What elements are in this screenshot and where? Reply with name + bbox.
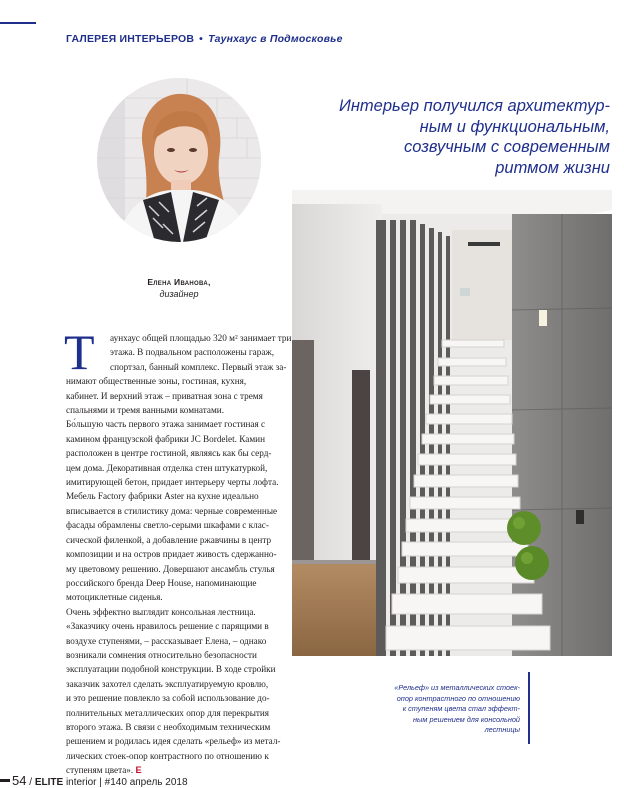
header-bullet: •	[199, 33, 204, 45]
article-line: воздухе ступенями, – рассказывает Елена, – однако	[66, 635, 267, 646]
staircase-photo	[292, 190, 612, 656]
article-line: полнительных металлических опор для перекрытия	[66, 707, 270, 718]
article-line: решением и родилась идея сделать «рельеф» из метал-	[66, 736, 281, 747]
pull-quote	[292, 96, 610, 178]
drop-cap: Т	[64, 324, 95, 380]
caption-line: опор контрастного по отношению	[396, 693, 520, 703]
quote-line: созвучным с современным	[403, 138, 610, 156]
article-line: лических стоек-опор контрастного по отношению к	[66, 750, 269, 761]
article-line: сической филенкой, а добавление ржавчины в центр	[66, 534, 272, 545]
portrait-illustration	[97, 78, 261, 242]
designer-role: дизайнер	[159, 289, 199, 299]
page-footer	[12, 773, 188, 788]
caption-line: к ступеням цвета стал эффект-	[402, 704, 520, 714]
quote-line: Интерьер получился архитектур-	[339, 97, 610, 115]
article-line: спальнями и тремя ванными комнатами.	[66, 405, 224, 416]
article-line: расположен в центре гостиной, являясь как бы серд-	[66, 448, 272, 459]
footer-slash: /	[29, 777, 33, 788]
article-line: возникали сомнения относительно безопасности	[66, 649, 257, 660]
article-line: аунхаус общей площадью 320 м² занимает три	[110, 333, 292, 343]
running-header	[66, 33, 343, 45]
issue-info: | #140 апрель 2018	[99, 777, 188, 788]
article-subtitle: Таунхаус в Подмосковье	[208, 33, 343, 45]
designer-caption	[97, 276, 261, 300]
caption-line: лестницы	[484, 725, 520, 735]
photo-caption	[377, 683, 520, 736]
article-line: цем дома. Декоративная отделка стен штукатуркой,	[66, 462, 268, 473]
article-line: Бо́льшую часть первого этажа занимает гостиная с	[66, 419, 266, 430]
article-line: заказчик захотел сделать эксплуатируемую кровлю,	[66, 678, 269, 689]
designer-portrait	[97, 78, 261, 242]
article-line: эксплуатации подобной конструкции. В ходе стройки	[66, 664, 276, 675]
footer-rule	[0, 779, 10, 782]
article-line: кабинет. И верхний этаж – приватная зона с тремя	[66, 390, 263, 401]
article-line: имитирующей бетон, придает интерьеру черты лофта.	[66, 477, 279, 488]
article-line: му цветовому решению. Довершают ансамбль стулья	[66, 563, 275, 574]
article-line: мотоциклетные сиденья.	[66, 592, 163, 603]
magazine-brand: ELITE	[34, 777, 64, 788]
article-line: нимают общественные зоны, гостиная, кухня,	[66, 376, 247, 387]
article-line: Мебель Factory фабрики Aster на кухне идеально	[66, 491, 259, 502]
quote-line: ритмом жизни	[495, 158, 610, 177]
article-line: второго этажа. В связи с необходимым техническим	[66, 721, 271, 732]
magazine-brand-suffix: interior	[65, 777, 97, 788]
section-title: ГАЛЕРЕЯ ИНТЕРЬЕРОВ	[66, 33, 195, 45]
caption-line: ным решением для консольной	[413, 714, 520, 724]
end-mark: E	[135, 765, 142, 776]
article-line: и это решение повлекло за собой использование до-	[66, 693, 270, 704]
article-line: Очень эффектно выглядит консольная лестница.	[66, 606, 256, 617]
article-body	[66, 331, 292, 778]
article-line: ступеням цвета».	[66, 765, 134, 776]
article-line: вписывается в стилистику дома: черные современные	[66, 505, 278, 516]
designer-name: Елена Иванова,	[147, 277, 211, 287]
article-line: фасады обрамлены светло-серыми шкафами с клас-	[66, 520, 269, 531]
caption-rule	[528, 672, 530, 744]
header-rule	[0, 22, 36, 24]
article-line: этажа. В подвальном расположены гараж,	[110, 347, 275, 358]
article-line: композиции и на остров придает живость сдержанно-	[66, 549, 277, 560]
article-line: российского бренда Deep House, напоминающие	[66, 577, 257, 588]
article-line: камином французской фабрики JC Bordelet. Камин	[66, 433, 265, 444]
caption-line: «Рельеф» из металлических стоек-	[394, 683, 520, 692]
article-line: спортзал, банный комплекс. Первый этаж за-	[110, 361, 287, 372]
quote-line: ным и функциональным,	[419, 117, 610, 136]
article-line: «Заказчику очень нравилось решение с парящими в	[66, 621, 269, 632]
page-number: 54	[12, 773, 27, 788]
staircase-illustration	[292, 190, 612, 656]
